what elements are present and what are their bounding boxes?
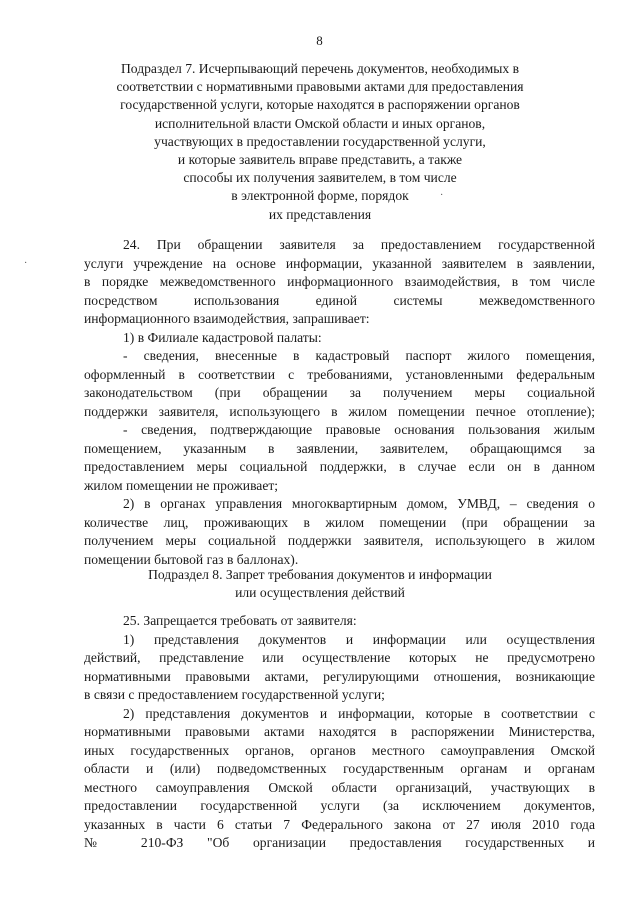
heading-line: Подраздел 7. Исчерпывающий перечень документов, необходимых в bbox=[120, 61, 519, 76]
paragraph-line: получением меры социальной поддержки заявителя, использующего в жилом bbox=[84, 533, 595, 548]
subsection-8-heading bbox=[80, 566, 560, 602]
paragraph-line: жилом помещении не проживает; bbox=[84, 477, 279, 493]
paragraph-line: поддержки заявителя, использующего в жилом помещении печное отопление); bbox=[84, 403, 595, 419]
heading-line: их представления bbox=[268, 206, 372, 222]
heading-line: Подраздел 8. Запрет требования документов и информации bbox=[148, 567, 492, 582]
paragraph-line: услуги учреждение на основе информации, указанной заявителем в заявлении, bbox=[84, 255, 595, 271]
heading-line: исполнительной власти Омской области и иных органов, bbox=[154, 115, 486, 131]
heading-line: и которые заявитель вправе представить, а также bbox=[177, 152, 463, 168]
paragraph-line: 25. Запрещается требовать от заявителя: bbox=[123, 613, 357, 628]
heading-line: участвующих в предоставлении государственной услуги, bbox=[154, 133, 486, 149]
heading-line: в электронной форме, порядок bbox=[231, 188, 409, 204]
heading-line: соответствии с нормативными правовыми актами для предоставления bbox=[116, 79, 524, 95]
paragraph-line: помещением, указанным в заявлении, заявителем, обращающимся за bbox=[84, 440, 595, 456]
paragraph-line: предоставлении государственной услуги (за исключением документов, bbox=[84, 798, 595, 813]
paragraph-line: 1) представления документов и информации или осуществления bbox=[123, 631, 595, 647]
paragraph-line: - сведения, подтверждающие правовые основания пользования жилым bbox=[123, 422, 595, 437]
subsection-7-heading bbox=[80, 60, 560, 224]
paragraph-line: местного самоуправления Омской области организаций, участвующих в bbox=[84, 779, 595, 795]
paragraph-line: помещении бытовой газ в баллонах). bbox=[84, 551, 299, 567]
paragraph-line: оформленный в соответствии с требованиями, установленными федеральным bbox=[84, 366, 595, 382]
paragraph-line: иных государственных органов, органов местного самоуправления Омской bbox=[84, 742, 595, 758]
paragraph-25 bbox=[84, 612, 595, 853]
paragraph-line: в связи с предоставлением государственной услуги; bbox=[84, 687, 385, 702]
paragraph-line: 1) в Филиале кадастровой палаты: bbox=[123, 329, 322, 345]
paragraph-line: информационного взаимодействия, запрашивает: bbox=[84, 311, 370, 326]
page-number: 8 bbox=[316, 33, 323, 48]
scan-speck: · bbox=[440, 190, 444, 201]
heading-line: способы их получения заявителем, в том числе bbox=[183, 170, 457, 186]
paragraph-line: № 210-ФЗ "Об организации предоставления государственных и bbox=[84, 835, 595, 850]
heading-line: или осуществления действий bbox=[235, 585, 405, 601]
paragraph-line: 24. При обращении заявителя за предоставлением государственной bbox=[123, 237, 595, 252]
paragraph-line: предоставлением меры социальной поддержки, в случае если он в данном bbox=[84, 459, 595, 474]
paragraph-line: нормативными правовыми актами, регулирующими отношения, возникающие bbox=[84, 668, 595, 684]
paragraph-line: посредством использования единой системы межведомственного bbox=[84, 292, 595, 308]
paragraph-line: - сведения, внесенные в кадастровый паспорт жилого помещения, bbox=[123, 348, 595, 363]
paragraph-line: нормативными правовыми актами находятся в распоряжении Министерства, bbox=[84, 724, 595, 739]
paragraph-line: 2) в органах управления многоквартирным домом, УМВД, – сведения о bbox=[123, 496, 595, 511]
scan-speck: · bbox=[24, 258, 28, 269]
paragraph-line: действий, представление или осуществление которых не предусмотрено bbox=[84, 650, 595, 665]
paragraph-line: в порядке межведомственного информационного взаимодействия, в том числе bbox=[84, 274, 595, 289]
paragraph-line: количестве лиц, проживающих в жилом помещении (при обращении за bbox=[84, 514, 595, 530]
paragraph-line: законодательством (при обращении за получением меры социальной bbox=[84, 385, 595, 400]
paragraph-line: 2) представления документов и информации, которые в соответствии с bbox=[123, 705, 595, 721]
paragraph-24 bbox=[84, 236, 595, 569]
heading-line: государственной услуги, которые находятся в распоряжении органов bbox=[120, 97, 520, 113]
paragraph-line: области и (или) подведомственных государственным органам и органам bbox=[84, 761, 595, 776]
paragraph-line: указанных в части 6 статьи 7 Федерального закона от 27 июля 2010 года bbox=[84, 816, 595, 832]
